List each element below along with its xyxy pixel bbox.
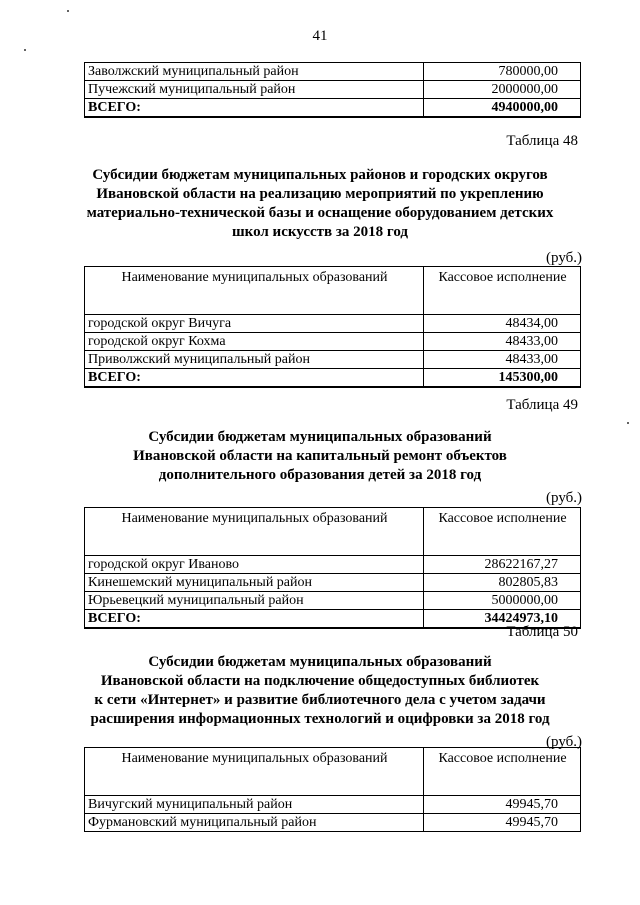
title-line: Субсидии бюджетам муниципальных районов и городских округов bbox=[92, 167, 548, 183]
header-row bbox=[85, 508, 581, 556]
header-value: Кассовое исполнение bbox=[424, 748, 581, 796]
row-value: 780000,00 bbox=[424, 63, 581, 81]
scan-speck bbox=[24, 49, 26, 51]
row-name: городской округ Вичуга bbox=[85, 315, 424, 333]
row-value: 49945,70 bbox=[424, 814, 581, 832]
row-name: Кинешемский муниципальный район bbox=[85, 574, 424, 592]
total-value: 4940000,00 bbox=[424, 99, 581, 118]
title-line: Ивановской области на подключение общедоступных библиотек bbox=[100, 673, 540, 689]
data-table bbox=[84, 507, 581, 629]
table-row bbox=[85, 333, 581, 351]
total-label: ВСЕГО: bbox=[85, 610, 424, 629]
total-row bbox=[85, 369, 581, 388]
header-row bbox=[85, 748, 581, 796]
table-row bbox=[85, 351, 581, 369]
title-line: Ивановской области на капитальный ремонт объектов bbox=[133, 448, 507, 464]
data-table bbox=[84, 747, 581, 832]
scan-speck bbox=[627, 422, 629, 424]
continuation-table bbox=[84, 62, 581, 118]
table-row bbox=[85, 556, 581, 574]
table-row bbox=[85, 81, 581, 99]
header-name: Наименование муниципальных образований bbox=[85, 748, 424, 796]
scan-speck bbox=[67, 10, 69, 12]
header-row bbox=[85, 267, 581, 315]
table-row bbox=[85, 63, 581, 81]
row-value: 28622167,27 bbox=[424, 556, 581, 574]
row-value: 2000000,00 bbox=[424, 81, 581, 99]
title-line: дополнительного образования детей за 2018 год bbox=[158, 467, 482, 483]
row-value: 49945,70 bbox=[424, 796, 581, 814]
title-line: школ искусств за 2018 год bbox=[231, 224, 408, 240]
row-name: Пучежский муниципальный район bbox=[85, 81, 424, 99]
row-name: городской округ Иваново bbox=[85, 556, 424, 574]
row-name: Юрьевецкий муниципальный район bbox=[85, 592, 424, 610]
row-name: городской округ Кохма bbox=[85, 333, 424, 351]
table-row bbox=[85, 315, 581, 333]
title-line: Ивановской области на реализацию мероприятий по укреплению bbox=[96, 186, 544, 202]
total-value: 145300,00 bbox=[424, 369, 581, 388]
row-name: Заволжский муниципальный район bbox=[85, 63, 424, 81]
title-line: расширения информационных технологий и оцифровки за 2018 год bbox=[90, 711, 550, 727]
header-name: Наименование муниципальных образований bbox=[85, 508, 424, 556]
table-row bbox=[85, 592, 581, 610]
unit-label: (руб.) bbox=[546, 490, 582, 506]
unit-label: (руб.) bbox=[546, 250, 582, 266]
row-value: 5000000,00 bbox=[424, 592, 581, 610]
total-label: ВСЕГО: bbox=[85, 369, 424, 388]
title-line: к сети «Интернет» и развитие библиотечного дела с учетом задачи bbox=[94, 692, 546, 708]
table-title bbox=[60, 653, 580, 729]
header-value: Кассовое исполнение bbox=[424, 267, 581, 315]
table-title bbox=[60, 166, 580, 242]
total-label: ВСЕГО: bbox=[85, 99, 424, 118]
unit-label: (руб.) bbox=[546, 734, 582, 750]
title-line: Субсидии бюджетам муниципальных образований bbox=[148, 429, 492, 445]
table-title bbox=[60, 428, 580, 485]
page-number: 41 bbox=[312, 28, 328, 44]
row-name: Приволжский муниципальный район bbox=[85, 351, 424, 369]
header-value: Кассовое исполнение bbox=[424, 508, 581, 556]
row-name: Фурмановский муниципальный район bbox=[85, 814, 424, 832]
row-value: 48434,00 bbox=[424, 315, 581, 333]
total-value: 34424973,10 bbox=[424, 610, 581, 629]
title-line: материально-технической базы и оснащение оборудованием детских bbox=[86, 205, 554, 221]
table-row bbox=[85, 574, 581, 592]
table-label: Таблица 50 bbox=[506, 624, 578, 640]
row-name: Вичугский муниципальный район bbox=[85, 796, 424, 814]
table-row bbox=[85, 814, 581, 832]
data-table bbox=[84, 266, 581, 388]
row-value: 48433,00 bbox=[424, 333, 581, 351]
table-row bbox=[85, 796, 581, 814]
table-label: Таблица 48 bbox=[506, 133, 578, 149]
row-value: 48433,00 bbox=[424, 351, 581, 369]
title-line: Субсидии бюджетам муниципальных образований bbox=[148, 654, 492, 670]
table-label: Таблица 49 bbox=[506, 397, 578, 413]
total-row bbox=[85, 99, 581, 118]
row-value: 802805,83 bbox=[424, 574, 581, 592]
header-name: Наименование муниципальных образований bbox=[85, 267, 424, 315]
